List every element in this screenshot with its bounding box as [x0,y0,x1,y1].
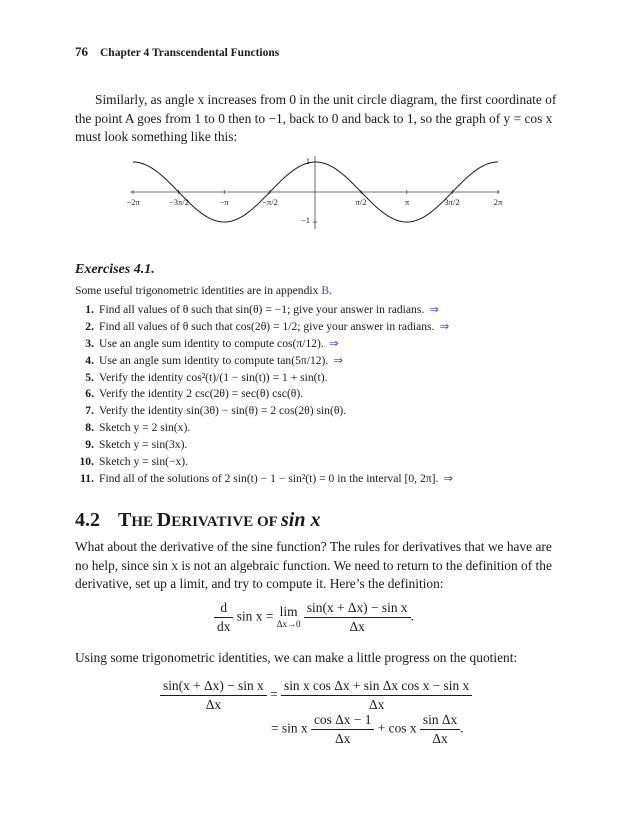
section-heading [75,509,320,532]
exercise-text: Sketch y = 2 sin(x). [99,421,191,435]
x-tick-label: 3π/2 [444,197,460,207]
equation-end: . [410,608,414,624]
list-item [75,319,555,336]
exercise-text: Find all values of θ such that cos(2θ) = 1/2; give your answer in radians. [99,319,435,333]
fraction-numerator: sin Δx [422,712,458,727]
list-item [75,454,555,471]
answer-arrow-icon[interactable]: ⇒ [439,319,450,333]
exercises-title: Exercises 4.1. [75,262,155,277]
fraction-denominator: Δx [420,729,460,747]
exercises-intro [75,284,332,297]
fraction-numerator: sin x cos Δx + sin Δx cos x − sin x [284,678,470,693]
x-tick-label: 2π [493,197,503,207]
derivative-definition-equation [214,600,414,635]
x-tick-label: π [404,197,410,207]
fraction-denominator: Δx [304,617,411,635]
section-title-part: HE [131,514,157,530]
exercise-number: 6. [85,387,94,401]
answer-arrow-icon[interactable]: ⇒ [333,353,344,367]
intro-paragraph [75,91,557,147]
exercise-number: 8. [85,421,94,435]
exercise-number: 9. [85,438,94,452]
section-number: 4.2 [75,509,100,531]
body-paragraph-2 [75,649,557,668]
section-title-part: T [118,509,132,531]
exercise-list [75,302,555,488]
exercise-text: Find all values of θ such that sin(θ) = −1; give your answer in radians. [99,303,425,316]
equation-end: . [460,720,464,736]
list-item [75,302,555,319]
answer-arrow-icon[interactable]: ⇒ [328,336,339,350]
exercise-text: Sketch y = sin(3x). [99,438,188,452]
body-line-4: Using some trigonometric identities, we can make a little progress on the quotient: [75,650,518,665]
body-paragraph [75,538,557,594]
exercise-text: Use an angle sum identity to compute tan(5π/12). [99,353,329,367]
exercise-number: 10. [79,455,94,469]
answer-arrow-icon[interactable]: ⇒ [429,303,439,316]
difference-quotient [304,600,411,635]
y-tick-label: −1 [300,215,310,225]
equation-text: = sin x [271,720,308,736]
quotient-equation-line-2 [271,712,464,747]
exercise-text: Sketch y = sin(−x). [99,455,189,469]
answer-arrow-icon[interactable]: ⇒ [443,471,454,485]
fraction-numerator: sin(x + Δx) − sin x [306,600,408,615]
body-line-2: no help, since sin x is not an algebraic function. We need to return to the definition of the [75,557,552,573]
section-title-math: sin x [280,509,321,531]
body-line-1: What about the derivative of the sine function? The rules for derivatives that we have are [75,539,552,554]
exercise-number: 2. [85,319,94,333]
cos-fraction [311,712,374,747]
intro-line-3: must look something like this: [75,129,238,144]
fraction-numerator: cos Δx − 1 [313,712,372,727]
intro-line-1: Similarly, as angle x increases from 0 in the unit circle diagram, the first coordinate of [95,92,557,107]
exercises-intro-end: . [329,284,332,297]
appendix-link[interactable]: B [321,284,330,297]
fraction-denominator: Δx [160,695,267,713]
list-item [75,403,555,420]
exercise-text: Verify the identity cos²(t)/(1 − sin(t)) = 1 + sin(t). [99,370,328,384]
exercise-number: 5. [85,370,94,384]
equation-text: + cos x [377,720,417,736]
x-tick-label: −3π/2 [169,197,189,207]
exercise-text: Verify the identity sin(3θ) − sin(θ) = 2 cos(2θ) sin(θ). [99,404,347,418]
fraction-denominator: dx [214,617,233,635]
d-dx-fraction [214,600,233,635]
exercise-number: 4. [85,353,94,367]
exercise-number: 1. [85,303,94,316]
fraction-denominator: Δx [281,695,472,713]
fraction-denominator: Δx [311,729,374,747]
exercise-number: 11. [80,471,94,485]
exercise-text: Use an angle sum identity to compute cos(π/12). [99,336,324,350]
x-tick-label: −π/2 [262,197,278,207]
section-title-part: D [156,509,172,531]
page-number: 76 [75,44,88,59]
list-item [75,386,555,403]
body-line-3: derivative, set up a limit, and try to compute it. Here’s the definition: [75,576,444,591]
list-item [75,336,555,353]
x-tick-label: π/2 [355,197,367,207]
equation-text: sin x = [236,608,274,624]
exercise-number: 7. [85,404,94,418]
exercise-text: Verify the identity 2 csc(2θ) = sec(θ) csc(θ). [99,387,304,401]
x-tick-label: −π [219,197,229,207]
page-header [75,44,279,60]
x-tick-label: −2π [126,197,140,207]
list-item [75,353,555,370]
y-tick-label: 1 [305,156,310,166]
intro-line-2: the point A goes from 1 to 0 then to −1, back to 0 and back to 1, so the graph of y = cos x [75,110,553,126]
limit-operator [276,603,301,630]
chapter-title: Chapter 4 Transcendental Functions [100,47,280,59]
list-item [75,420,555,437]
limit-label: lim [279,603,298,619]
lhs-fraction [160,678,267,713]
section-title-part: ERIVATIVE OF [171,514,281,530]
rhs-fraction [281,678,472,713]
exercise-text: Find all of the solutions of 2 sin(t) − 1 − sin²(t) = 0 in the interval [0, 2π]. [99,471,439,485]
exercises-intro-text: Some useful trigonometric identities are in appendix [75,284,322,297]
list-item [75,437,555,454]
sin-fraction [420,712,460,747]
exercise-number: 3. [85,336,94,350]
list-item [75,471,555,488]
section-title [118,509,320,531]
quotient-equation-line-1 [160,678,472,713]
equals-sign: = [270,686,278,702]
cosine-graph [120,153,510,231]
limit-subscript: Δx→0 [276,618,301,629]
fraction-numerator: sin(x + Δx) − sin x [163,678,264,693]
fraction-numerator: d [220,600,228,615]
list-item [75,370,555,387]
